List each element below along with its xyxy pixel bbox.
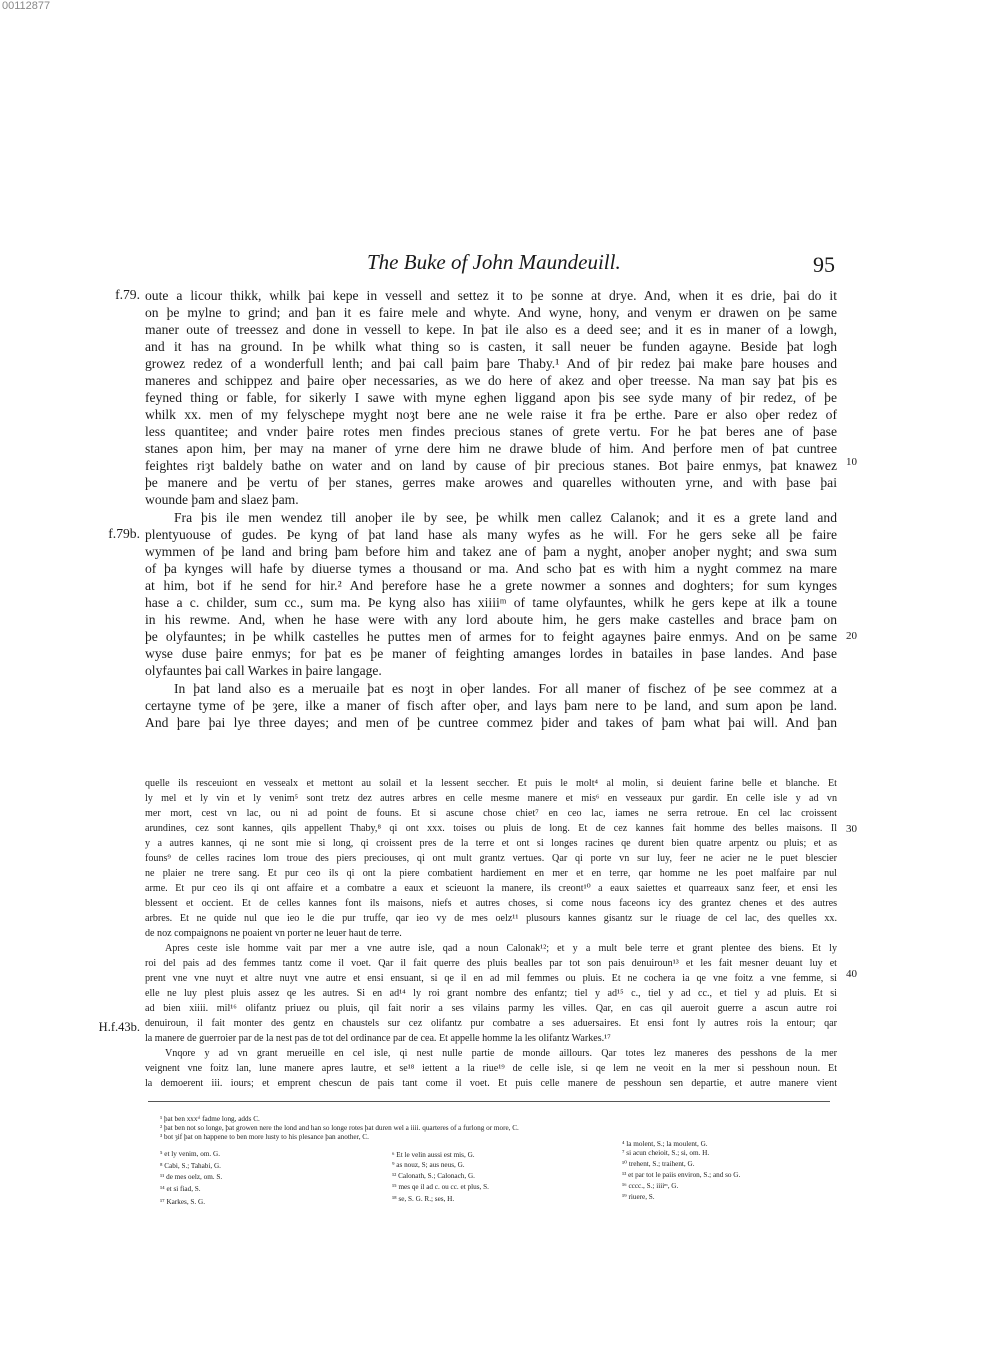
french-line: veignent vne foitz lan, lune manere apres lautre, et se¹⁸ iettent a la riue¹⁹ de celle isle, si qe lem ne veoit en la mer si pesshoun noun. Et	[145, 1063, 837, 1074]
english-line: olyfauntes þai call Warkes in þaire langage.	[145, 663, 382, 678]
english-line: maneres and schippez and þaire oþer necessaries, as we do here of akez and oþer treesse. Na man say þat þis es	[145, 373, 837, 388]
french-line: arundines, cez sont kannes, qils appellent Thaby,⁸ qi ont xxx. toises ou pluis de long. Et de cez kannes fait homme des belles maisons. Il	[145, 823, 837, 834]
footnote: ⁷ si acun cheioit, S.; si, om. H.	[622, 1149, 710, 1157]
english-line: hase a c. childer, sum cc., sum ma. Þe kyng also has xiiiiᵐ of tame olyfauntes, whilk he gers kepe at ilk a toune	[145, 595, 837, 610]
footnote: ¹¹ de mes oelz, om. S.	[160, 1173, 223, 1181]
french-line: de noz compaignons ne poaient vn porter ne leuer haut de terre.	[145, 928, 402, 939]
footnote: ¹⁰ trehent, S.; traihent, G.	[622, 1160, 695, 1168]
page-title: The Buke of John Maundeuill.	[367, 250, 621, 274]
english-line: And þare þai lye three dayes; and men of þe cuntree commez þider and takes of þam what þai will. And þan	[145, 715, 837, 730]
english-line: wymmen of þe land and bring þam before him and takez ane of þam a nyght, anoþer anoþer nyght; and swa sum	[145, 544, 837, 559]
french-line: blessent et occient. Et de celles kannes font ils maisons, niefs et autres choses, si come nous faceons icy des grantez chenes et des autres	[145, 898, 837, 909]
french-line: ne plaier ne trere sang. Et pur ceo ils qi ont la piere combatient hardiement en mer et en terre, qar homme ne les poet malfaire par nul	[145, 868, 837, 879]
english-line: feightes riȝt baldely bathe on water and on land by cause of þir precious stanes. Bot þaire enmys, þat knawez	[145, 458, 837, 473]
footnote: ¹⁵ mes qe il ad c. ou cc. et plus, S.	[392, 1183, 489, 1191]
english-line: oute a licour thikk, whilk þai kepe in vessell and settez it to þe sonne at drye. And, when it es drie, þai do it	[145, 288, 837, 303]
english-line: at him, bot if he send for hir.² And þerefore hase he a grete nowmer a sonnes and doghters; for sum kynges	[145, 578, 837, 593]
french-line: arbres. Et ne quide nul que ieo le die pur truffe, qar ieo vy de mes oelz¹¹ plusours kannes gisantz sur le riuage de cel lac, des quelles xx.	[145, 913, 837, 924]
french-line: ad bien xiiii. mil¹⁶ olifantz priuez ou pluis, qil fait norir a ses vilains parmy les villes. Qar, en cas qil aueroit guerre a ascun autre roi	[145, 1003, 837, 1014]
footnote-divider	[148, 1101, 830, 1102]
english-line: In þat land also es a meruaile þat es noȝt in oþer landes. For all maner of fischez of þe see commez at a	[174, 681, 837, 696]
footnote: ¹² Calonath, S.; Calonach, G.	[392, 1172, 475, 1180]
english-line: stanes apon him, þer may na maner of yrne dere him ne drawe blude of him. And þerfore men of þat cuntree	[145, 441, 837, 456]
page-id: 00112877	[2, 0, 51, 12]
folio-ref: f.79.	[115, 287, 140, 302]
line-number: 40	[846, 968, 857, 980]
french-line: Apres ceste isle homme vait par mer a vne autre isle, qad a noun Calonak¹²; et y a mult bele terre et grant plentee des biens. Et ly	[165, 943, 837, 954]
english-line: þe manere and þe vertu of þer stanes, gerres make arowes and quarelles withouten yrne, and with þase þai	[145, 475, 837, 490]
french-line: y a autres kannes, qi ne sont mie si long, qi croissent pres de la terre et ont si longes racines qe durent bien quatre arpentz ou pluis; et as	[145, 838, 837, 849]
english-line: and it has na ground. In þe whilk what thing so is casten, it sall neuer be funden agayne. Beside þat logh	[145, 339, 837, 354]
french-line: arme. Et pur ceo ils qi ont affaire et a combatre a eaux et scieuont la manere, ils creont¹⁰ a eaux saiettes et quarreaux sanz feer, et ensi les	[145, 883, 837, 894]
folio-ref: f.79b.	[108, 526, 140, 541]
running-head	[0, 250, 1000, 280]
line-number: 10	[846, 456, 857, 468]
footnote: ² þat ben not so longe, þat growen nere the lond and han so longe rotes þat duren wel a iiii. quarteres of a furlong or more, C.	[160, 1124, 519, 1132]
french-line: prent vne vne nuyt et altre nuyt vne autre et ensi ensuant, si qe il en ad mil femmes ou pluis. Et ne cochera ia qe vne foitz a vne femme, si	[145, 973, 837, 984]
english-line: of þa kynges will hafe by diuerse tymes a thousand or ma. And scho þat es with him a nyght commez na mare	[145, 561, 837, 576]
footnote: ¹⁴ et si fiad, S.	[160, 1185, 201, 1193]
footnote: ⁹ as nouz, S; aus neus, G.	[392, 1161, 465, 1169]
english-line: whilk xx. men of my felyschepe myght noȝt bere ane ne wele raise it fra þe erthe. Þare er also oþer redez of	[145, 407, 837, 422]
english-line: less quantitee; and vnder þaire rotes men findes precious stanes of grete vertu. For he þat beres ane of þase	[145, 424, 837, 439]
english-line: wounde þam and slaez þam.	[145, 492, 299, 507]
footnote: ³ bot ȝif þat on happene to ben more lusty to his plesance þan another, C.	[160, 1133, 369, 1141]
footnote: ¹ þat ben xxxᵗⁱ fadme long, adds C.	[160, 1115, 260, 1123]
french-line: la manere de guerroier par de la nest pas de tot del ordinance par de cea. Et appelle homme la les olifantz Warkes.¹⁷	[145, 1033, 611, 1044]
french-line: mer mort, cest vn lac, ou ni ad point de founs. Et si ascune chose chiet⁷ en ceo lac, iames ne serra retroue. En cel lac croissent	[145, 808, 837, 819]
french-line: elle ne luy plest pluis assez qe les autres. Si en ad¹⁴ ly roi grant nombre des enfantz; tiel y ad¹⁵ c., tiel y ad cc., et tiel y ad pluis. Et si	[145, 988, 837, 999]
english-line: Fra þis ile men wendez till anoþer ile by see, þe whilk men callez Calanok; and it es a grete land and	[174, 510, 837, 525]
line-number: 30	[846, 823, 857, 835]
footnote: ¹⁶ cccc., S.; iiiiᵐ, G.	[622, 1182, 679, 1190]
english-line: þe olyfauntes; in þe whilk castelles he puttes men of armes for to feight agaynes þaire enmys. And on þe same	[145, 629, 837, 644]
french-line: founs⁹ de celles racines lom troue des piers preciouses, qi ont mult grantz vertues. Qar qi porte vn sur luy, feer ne acier ne le puet blescier	[145, 853, 837, 864]
french-line: la demoerent iii. iours; et emprent chescun de pais tant come il voet. Et puis celle manere de pesshoun sen departie, et autre manere vient	[145, 1078, 837, 1089]
english-line: certayne tyme of þe ȝere, ilke a maner of fisch after oþer, and lays þam nere to þe land, and sum apon þe land.	[145, 698, 837, 713]
french-line: Vnqore y ad vn grant merueille en cel isle, qi nest nulle partie de monde aillours. Qar totes lez maneres des pesshons de la mer	[165, 1048, 837, 1059]
footnote: ¹³ et par tot le paiis environ, S.; and so G.	[622, 1171, 741, 1179]
page-number: 95	[813, 252, 835, 277]
english-line: maner oute of treessez and done in vessell to kepe. In þat ile also es a deed see; and it es in maner of a lowgh,	[145, 322, 837, 337]
footnote: ¹⁹ riuere, S.	[622, 1193, 655, 1201]
french-line: denuiroun, il fait monter des gentz en chaustels sur cez olifantz pur combatre a ses aduersaires. Et ensi font ly autres rois la entour; qar	[145, 1018, 837, 1029]
footnote: ¹⁷ Karkes, S. G.	[160, 1198, 205, 1206]
english-line: feyned thing or fable, for sikerly I sawe with myne eghen liggand apon þis see syde many of þir redez, of þe	[145, 390, 837, 405]
english-line: plentyuouse of gudes. Þe kyng of þat land hase als many wyfes as he will. For he gers seke all þe faire	[145, 527, 837, 542]
footnote: ⁶ Et le velin aussi est mis, G.	[392, 1151, 475, 1159]
french-line: roi del pais ad des femmes tantz come il voet. Qar il fait querre des pluis bealles par tot son pais denuiroun¹³ et les fait mesner deuant luy et	[145, 958, 837, 969]
folio-ref: H.f.43b.	[98, 1020, 140, 1034]
french-line: quelle ils resceuiont en vessealx et mettont au solail et la lessent seccher. Et puis le molt⁴ al molin, si deuient farine belle et blanche. Et	[145, 778, 837, 789]
french-line: ly mel et ly vin et ly venim⁵ sont tretz dez autres arbres en celle mesme manere et mis⁶ en vesseaux pur gardir. En celle isle y ad vn	[145, 793, 837, 804]
english-line: growez redez of a wonderfull lenth; and þai call þaim þare Thaby.¹ And of þir redez þai make þare houses and	[145, 356, 837, 371]
english-line: wyse duse þaire enmys; for þat es þe maner of feighting amanges lordes in batailes in þase landes. And þase	[145, 646, 837, 661]
line-number: 20	[846, 630, 857, 642]
english-line: in his rewme. And, when he hase were with any lord aboute him, he gers make castelles and brace þam on	[145, 612, 837, 627]
footnote: ¹⁸ se, S. G. R.; ses, H.	[392, 1195, 455, 1203]
footnote: ⁵ et ly venim, om. G.	[160, 1150, 220, 1158]
footnote: ⁸ Cabi, S.; Tahabi, G.	[160, 1162, 221, 1170]
english-line: on þe mylne to grind; and þan it es faire mele and whyte. And wyne, hony, and venym er drawen on þe same	[145, 305, 837, 320]
footnote: ⁴ la molent, S.; la moulent, G.	[622, 1140, 708, 1148]
